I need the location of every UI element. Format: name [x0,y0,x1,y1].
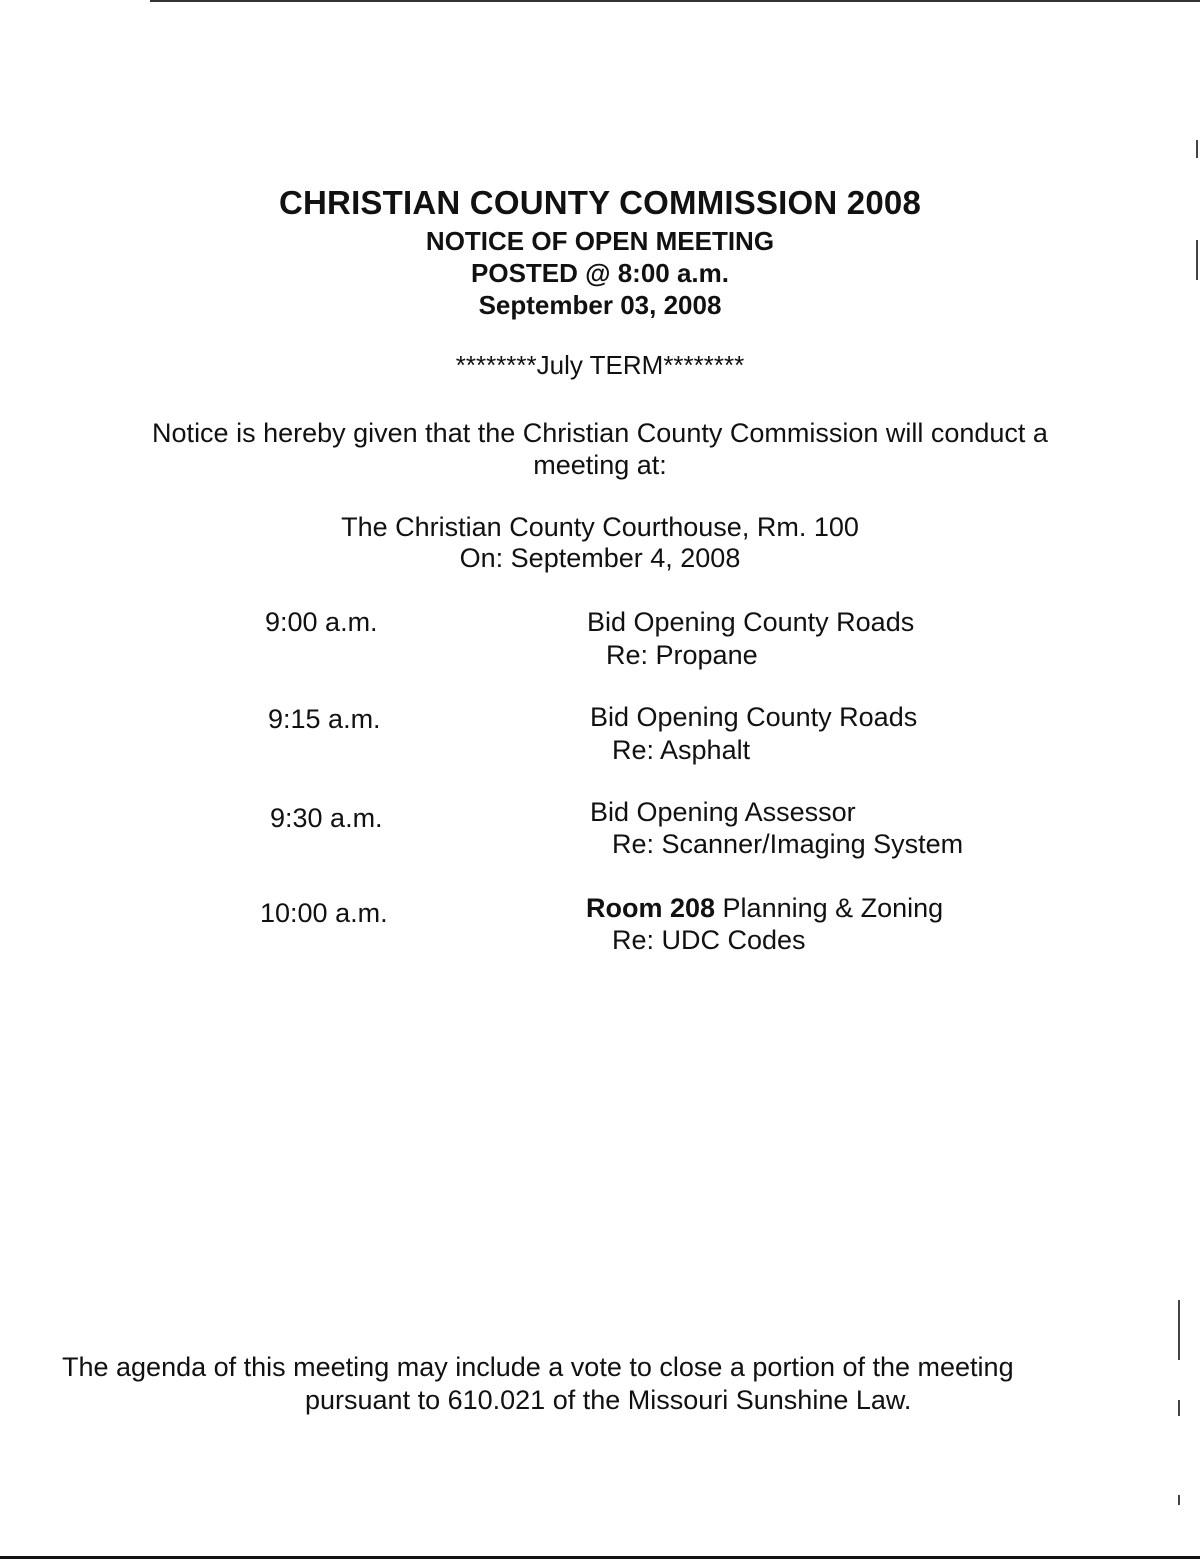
notice-text: Notice is hereby given that the Christian County Commission will conduct a meeting at: [152,418,1048,480]
footer-line-2: pursuant to 610.021 of the Missouri Sunshine Law. [305,1385,912,1415]
agenda-regarding: Re: Asphalt [612,735,751,765]
agenda-title [587,607,914,638]
term-line: ********July TERM******** [455,350,745,380]
scan-mark-right [1178,1300,1180,1360]
posted-date: September 03, 2008 [478,290,722,320]
agenda-title [590,702,917,733]
agenda-time: 10:00 a.m. [260,898,388,928]
notice-type: NOTICE OF OPEN MEETING [425,226,775,256]
notice-paragraph [0,417,1200,481]
agenda-title-text: Bid Opening County Roads [587,607,915,637]
agenda-title-text: Bid Opening Assessor [590,797,856,827]
scan-edge-top [150,0,1200,2]
agenda-title [586,893,943,924]
agenda-room: Room 208 [586,893,716,923]
agenda-regarding: Re: Propane [606,640,758,670]
agenda-title-text: Bid Opening County Roads [590,702,918,732]
agenda-time: 9:00 a.m. [265,607,378,637]
agenda-time: 9:15 a.m. [268,704,381,734]
posted-time: POSTED @ 8:00 a.m. [471,258,729,288]
scan-edge-bottom [0,1556,1200,1559]
agenda-regarding: Re: UDC Codes [612,925,806,955]
footer-line-1: The agenda of this meeting may include a vote to close a portion of the meeting [62,1352,1014,1382]
document-title: CHRISTIAN COUNTY COMMISSION 2008 [278,184,922,221]
scan-mark-right [1196,140,1198,158]
scan-mark-right [1178,1400,1180,1416]
agenda-regarding: Re: Scanner/Imaging System [612,829,964,859]
agenda-title [590,797,856,828]
scan-mark-right [1196,240,1198,280]
scan-mark-right [1178,1495,1180,1505]
meeting-date: On: September 4, 2008 [459,543,741,573]
agenda-title-text: Planning & Zoning [715,893,944,923]
agenda-time: 9:30 a.m. [270,803,383,833]
meeting-location: The Christian County Courthouse, Rm. 100 [341,512,859,542]
